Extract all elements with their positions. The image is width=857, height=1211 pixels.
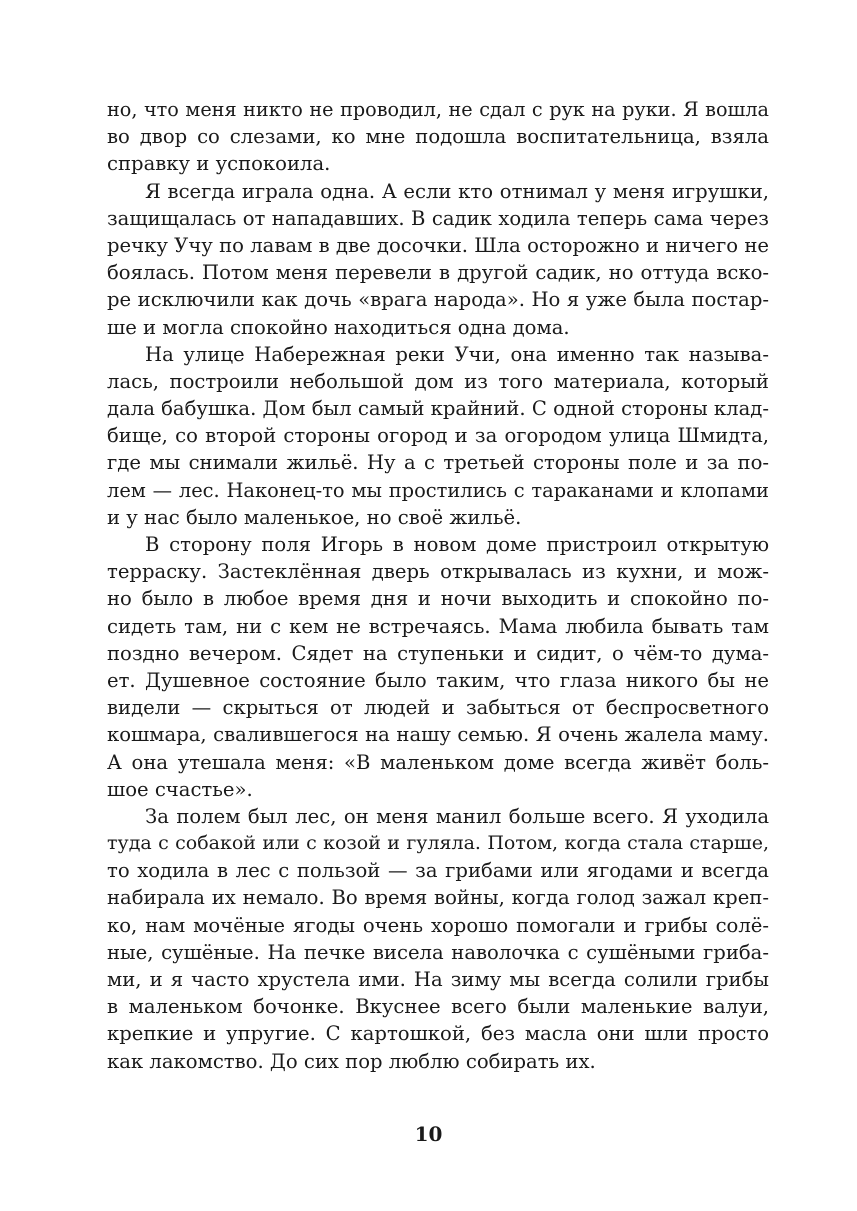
text-line: и у нас было маленькое, но своё жильё. (107, 505, 522, 529)
text-line: но, что меня никто не проводил, не сдал с рук на руки. Я вошла (107, 98, 769, 121)
page-body-text (107, 96, 769, 1075)
text-line: В сторону поля Игорь в новом доме пристроил открытую (145, 533, 769, 556)
text-line: крепкие и упругие. С картошкой, без масла они шли просто (107, 1022, 769, 1046)
text-line: Я всегда играла одна. А если кто отнимал у меня игрушки, (145, 179, 769, 203)
paragraph (107, 803, 769, 1075)
text-line: На улице Набережная реки Учи, она именно так называ- (145, 342, 769, 366)
text-line: лась, построили небольшой дом из того материала, который (107, 369, 769, 393)
text-line: то ходила в лес с пользой — за грибами или ягодами и всегда (107, 859, 769, 883)
text-line: ре исключили как дочь «врага народа». Но я уже была постар- (107, 288, 769, 312)
page-number: 10 (414, 1122, 443, 1146)
text-line: бище, со второй стороны огород и за огородом улица Шмидта, (107, 424, 769, 448)
text-line: защищалась от нападавших. В садик ходила теперь сама через (107, 206, 769, 230)
paragraph (107, 341, 769, 531)
paragraph (107, 178, 769, 341)
text-line: боялась. Потом меня перевели в другой садик, но оттуда вско- (107, 261, 769, 285)
text-line: терраску. Застеклённая дверь открывалась из кухни, и мож- (107, 560, 769, 584)
text-line: лем — лес. Наконец-то мы простились с тараканами и клопами (107, 478, 769, 502)
text-line: сидеть там, ни с кем не встречаясь. Мама любила бывать там (107, 614, 769, 638)
text-line: во двор со слезами, ко мне подошла воспитательница, взяла (107, 125, 769, 149)
text-line: но было в любое время дня и ночи выходить и спокойно по- (107, 587, 769, 611)
text-line: ет. Душевное состояние было таким, что глаза никого бы не (107, 668, 769, 692)
text-line: справку и успокоила. (107, 152, 331, 176)
text-line: в маленьком бочонке. Вкуснее всего были маленькие валуи, (107, 995, 769, 1019)
text-line: ные, сушёные. На печке висела наволочка с сушёными гриба- (107, 940, 769, 964)
text-line: видели — скрыться от людей и забыться от беспросветного (107, 696, 769, 720)
paragraph (107, 531, 769, 803)
text-line: кошмара, свалившегося на нашу семью. Я очень жалела маму. (107, 723, 769, 747)
text-line: ми, и я часто хрустела ими. На зиму мы всегда солили грибы (107, 968, 769, 991)
text-line: ко, нам мочёные ягоды очень хорошо помогали и грибы солё- (107, 913, 769, 937)
paragraph (107, 96, 769, 178)
text-line: туда с собакой или с козой и гуляла. Потом, когда стала старше, (107, 832, 769, 855)
text-line: поздно вечером. Сядет на ступеньки и сидит, о чём-то дума- (107, 641, 769, 665)
text-line: набирала их немало. Во время войны, когда голод зажал креп- (107, 886, 769, 910)
text-line: где мы снимали жильё. Ну а с третьей стороны поле и за по- (107, 451, 769, 475)
text-line: как лакомство. До сих пор люблю собирать их. (107, 1049, 596, 1073)
text-line: дала бабушка. Дом был самый крайний. С одной стороны клад- (107, 397, 769, 421)
text-line: шое счастье». (107, 777, 253, 801)
text-line: речку Учу по лавам в две досочки. Шла осторожно и ничего не (107, 233, 769, 257)
text-line: А она утешала меня: «В маленьком доме всегда живёт боль- (107, 750, 769, 774)
text-line: За полем был лес, он меня манил больше всего. Я уходила (145, 804, 769, 828)
text-line: ше и могла спокойно находиться одна дома. (107, 315, 570, 339)
